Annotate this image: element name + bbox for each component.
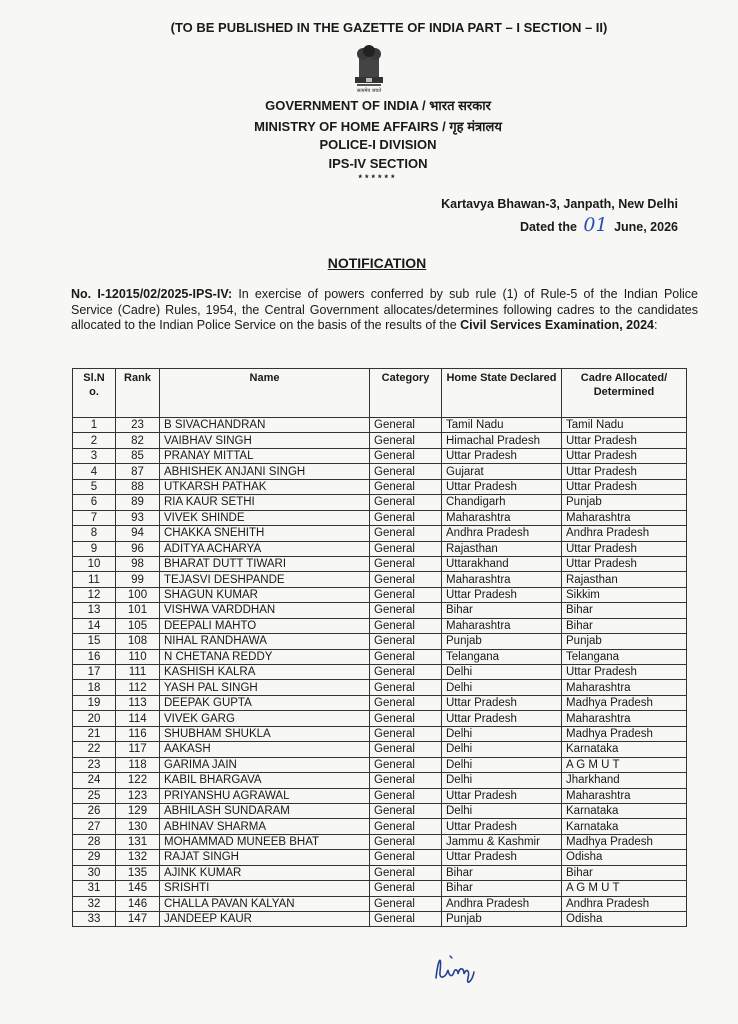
cell-name: ABHISHEK ANJANI SINGH <box>160 464 370 479</box>
cell-name: VISHWA VARDDHAN <box>160 603 370 618</box>
cell-category: General <box>370 572 442 587</box>
cell-name: DEEPAK GUPTA <box>160 695 370 710</box>
cell-home-state: Bihar <box>442 881 562 896</box>
cell-rank: 101 <box>116 603 160 618</box>
cell-cadre: Telangana <box>562 649 687 664</box>
cell-name: KASHISH KALRA <box>160 665 370 680</box>
cell-name: PRANAY MITTAL <box>160 448 370 463</box>
cell-serial-no: 22 <box>73 742 116 757</box>
handwritten-signature <box>428 948 482 988</box>
cell-cadre: Uttar Pradesh <box>562 556 687 571</box>
cell-cadre: Karnataka <box>562 819 687 834</box>
cell-rank: 105 <box>116 618 160 633</box>
cell-home-state: Uttar Pradesh <box>442 448 562 463</box>
table-row <box>73 587 687 602</box>
cell-home-state: Uttar Pradesh <box>442 819 562 834</box>
cell-category: General <box>370 881 442 896</box>
cell-category: General <box>370 726 442 741</box>
table-row <box>73 912 687 927</box>
cell-category: General <box>370 850 442 865</box>
table-row <box>73 881 687 896</box>
cell-serial-no: 17 <box>73 665 116 680</box>
cell-rank: 87 <box>116 464 160 479</box>
dated-prefix: Dated the <box>519 220 577 234</box>
cell-serial-no: 24 <box>73 773 116 788</box>
cell-cadre: Madhya Pradesh <box>562 726 687 741</box>
cell-home-state: Delhi <box>442 773 562 788</box>
cell-name: BHARAT DUTT TIWARI <box>160 556 370 571</box>
cell-home-state: Rajasthan <box>442 541 562 556</box>
cell-home-state: Jammu & Kashmir <box>442 834 562 849</box>
cell-serial-no: 30 <box>73 865 116 880</box>
table-row <box>73 649 687 664</box>
cell-rank: 114 <box>116 711 160 726</box>
cell-category: General <box>370 556 442 571</box>
cell-cadre: Uttar Pradesh <box>562 448 687 463</box>
table-row <box>73 865 687 880</box>
cell-name: ABHINAV SHARMA <box>160 819 370 834</box>
header-home-state: Home State Declared <box>442 369 562 418</box>
cell-cadre: Andhra Pradesh <box>562 896 687 911</box>
cell-home-state: Uttarakhand <box>442 556 562 571</box>
cell-rank: 112 <box>116 680 160 695</box>
cell-cadre: Maharashtra <box>562 711 687 726</box>
cell-home-state: Delhi <box>442 665 562 680</box>
cell-category: General <box>370 433 442 448</box>
table-row <box>73 572 687 587</box>
cell-category: General <box>370 526 442 541</box>
cell-name: YASH PAL SINGH <box>160 680 370 695</box>
cell-rank: 117 <box>116 742 160 757</box>
cell-category: General <box>370 773 442 788</box>
cell-home-state: Uttar Pradesh <box>442 587 562 602</box>
cell-name: RIA KAUR SETHI <box>160 495 370 510</box>
cell-name: CHAKKA SNEHITH <box>160 526 370 541</box>
cell-home-state: Delhi <box>442 680 562 695</box>
cell-name: SRISHTI <box>160 881 370 896</box>
cell-category: General <box>370 448 442 463</box>
table-row <box>73 695 687 710</box>
cell-name: TEJASVI DESHPANDE <box>160 572 370 587</box>
cell-name: KABIL BHARGAVA <box>160 773 370 788</box>
cell-cadre: A G M U T <box>562 757 687 772</box>
cell-category: General <box>370 665 442 680</box>
cell-home-state: Punjab <box>442 912 562 927</box>
table-row <box>73 618 687 633</box>
cell-rank: 98 <box>116 556 160 571</box>
cell-rank: 118 <box>116 757 160 772</box>
cell-home-state: Bihar <box>442 603 562 618</box>
table-row <box>73 896 687 911</box>
cell-home-state: Maharashtra <box>442 572 562 587</box>
table-row <box>73 541 687 556</box>
table-row <box>73 680 687 695</box>
cell-cadre: Rajasthan <box>562 572 687 587</box>
dated-line <box>520 214 678 236</box>
cell-home-state: Himachal Pradesh <box>442 433 562 448</box>
table-row <box>73 850 687 865</box>
cell-cadre: Maharashtra <box>562 788 687 803</box>
cell-category: General <box>370 603 442 618</box>
cell-rank: 94 <box>116 526 160 541</box>
cell-name: CHALLA PAVAN KALYAN <box>160 896 370 911</box>
cell-serial-no: 9 <box>73 541 116 556</box>
cell-rank: 89 <box>116 495 160 510</box>
cell-name: SHAGUN KUMAR <box>160 587 370 602</box>
cell-cadre: Jharkhand <box>562 773 687 788</box>
cell-serial-no: 15 <box>73 634 116 649</box>
notification-title: NOTIFICATION <box>327 255 427 271</box>
cell-cadre: Odisha <box>562 850 687 865</box>
cell-name: UTKARSH PATHAK <box>160 479 370 494</box>
cell-home-state: Bihar <box>442 865 562 880</box>
cell-category: General <box>370 865 442 880</box>
cell-rank: 135 <box>116 865 160 880</box>
header-rank: Rank <box>116 369 160 418</box>
cell-cadre: Bihar <box>562 618 687 633</box>
cell-cadre: Madhya Pradesh <box>562 695 687 710</box>
cell-category: General <box>370 757 442 772</box>
cell-serial-no: 32 <box>73 896 116 911</box>
cell-rank: 110 <box>116 649 160 664</box>
table-row <box>73 803 687 818</box>
heading-stars: ****** <box>358 173 398 183</box>
cell-serial-no: 11 <box>73 572 116 587</box>
government-heading: GOVERNMENT OF INDIA / भारत सरकार <box>265 98 491 113</box>
cell-name: PRIYANSHU AGRAWAL <box>160 788 370 803</box>
cell-serial-no: 19 <box>73 695 116 710</box>
cell-home-state: Uttar Pradesh <box>442 695 562 710</box>
cell-name: ADITYA ACHARYA <box>160 541 370 556</box>
gazette-publication-line: (TO BE PUBLISHED IN THE GAZETTE OF INDIA PART – I SECTION – II) <box>170 20 608 35</box>
cell-serial-no: 28 <box>73 834 116 849</box>
table-header-row <box>73 369 687 418</box>
table-row <box>73 773 687 788</box>
table-row <box>73 603 687 618</box>
cell-rank: 82 <box>116 433 160 448</box>
cell-category: General <box>370 495 442 510</box>
cell-category: General <box>370 464 442 479</box>
cell-cadre: A G M U T <box>562 881 687 896</box>
table-row <box>73 510 687 525</box>
cell-serial-no: 26 <box>73 803 116 818</box>
cell-rank: 147 <box>116 912 160 927</box>
cell-name: JANDEEP KAUR <box>160 912 370 927</box>
ministry-heading: MINISTRY OF HOME AFFAIRS / गृह मंत्रालय <box>254 119 502 134</box>
cadre-allocation-table <box>72 368 687 927</box>
cell-cadre: Maharashtra <box>562 680 687 695</box>
cell-name: N CHETANA REDDY <box>160 649 370 664</box>
cell-name: GARIMA JAIN <box>160 757 370 772</box>
cell-serial-no: 31 <box>73 881 116 896</box>
cell-category: General <box>370 711 442 726</box>
cell-serial-no: 21 <box>73 726 116 741</box>
cell-category: General <box>370 510 442 525</box>
cell-serial-no: 1 <box>73 418 116 433</box>
table-row <box>73 495 687 510</box>
cell-category: General <box>370 896 442 911</box>
cell-cadre: Punjab <box>562 634 687 649</box>
table-row <box>73 665 687 680</box>
cell-home-state: Andhra Pradesh <box>442 896 562 911</box>
cell-serial-no: 3 <box>73 448 116 463</box>
cell-cadre: Karnataka <box>562 742 687 757</box>
table-row <box>73 834 687 849</box>
cell-cadre: Uttar Pradesh <box>562 479 687 494</box>
cell-serial-no: 8 <box>73 526 116 541</box>
dated-day-handwritten: 01 <box>583 214 608 236</box>
cell-category: General <box>370 834 442 849</box>
cell-name: MOHAMMAD MUNEEB BHAT <box>160 834 370 849</box>
cell-category: General <box>370 649 442 664</box>
cell-rank: 85 <box>116 448 160 463</box>
table-row <box>73 819 687 834</box>
cell-serial-no: 25 <box>73 788 116 803</box>
header-cadre: Cadre Allocated/ Determined <box>562 369 687 418</box>
cell-home-state: Delhi <box>442 803 562 818</box>
cell-name: VIVEK SHINDE <box>160 510 370 525</box>
cell-home-state: Delhi <box>442 742 562 757</box>
cell-category: General <box>370 742 442 757</box>
table-row <box>73 711 687 726</box>
cell-name: B SIVACHANDRAN <box>160 418 370 433</box>
emblem-motto: सत्यमेव जयते <box>356 88 382 94</box>
cell-name: NIHAL RANDHAWA <box>160 634 370 649</box>
cell-rank: 130 <box>116 819 160 834</box>
cell-rank: 88 <box>116 479 160 494</box>
cell-serial-no: 27 <box>73 819 116 834</box>
cell-rank: 123 <box>116 788 160 803</box>
cell-category: General <box>370 418 442 433</box>
cell-category: General <box>370 803 442 818</box>
cell-home-state: Andhra Pradesh <box>442 526 562 541</box>
header-serial-no: Sl.N o. <box>73 369 116 418</box>
cell-cadre: Uttar Pradesh <box>562 433 687 448</box>
cell-home-state: Telangana <box>442 649 562 664</box>
cell-cadre: Madhya Pradesh <box>562 834 687 849</box>
table-row <box>73 742 687 757</box>
cell-serial-no: 2 <box>73 433 116 448</box>
cell-category: General <box>370 634 442 649</box>
cell-category: General <box>370 618 442 633</box>
cell-serial-no: 10 <box>73 556 116 571</box>
cell-rank: 145 <box>116 881 160 896</box>
cell-cadre: Uttar Pradesh <box>562 541 687 556</box>
cell-name: AAKASH <box>160 742 370 757</box>
cell-rank: 113 <box>116 695 160 710</box>
cell-serial-no: 33 <box>73 912 116 927</box>
table-row <box>73 433 687 448</box>
exam-name: Civil Services Examination, 2024 <box>460 318 654 332</box>
cell-home-state: Uttar Pradesh <box>442 788 562 803</box>
cell-serial-no: 13 <box>73 603 116 618</box>
cell-home-state: Uttar Pradesh <box>442 479 562 494</box>
cell-cadre: Odisha <box>562 912 687 927</box>
cell-rank: 132 <box>116 850 160 865</box>
table-row <box>73 479 687 494</box>
cell-cadre: Punjab <box>562 495 687 510</box>
cell-rank: 129 <box>116 803 160 818</box>
cell-home-state: Tamil Nadu <box>442 418 562 433</box>
cell-home-state: Gujarat <box>442 464 562 479</box>
cell-rank: 116 <box>116 726 160 741</box>
cell-rank: 99 <box>116 572 160 587</box>
table-row <box>73 448 687 463</box>
cell-category: General <box>370 479 442 494</box>
cell-cadre: Uttar Pradesh <box>562 464 687 479</box>
cell-rank: 23 <box>116 418 160 433</box>
cell-rank: 93 <box>116 510 160 525</box>
table-row <box>73 418 687 433</box>
cell-name: AJINK KUMAR <box>160 865 370 880</box>
cell-rank: 111 <box>116 665 160 680</box>
cell-cadre: Maharashtra <box>562 510 687 525</box>
cell-category: General <box>370 680 442 695</box>
cell-home-state: Delhi <box>442 757 562 772</box>
national-emblem-icon <box>351 44 387 92</box>
cell-rank: 96 <box>116 541 160 556</box>
cell-category: General <box>370 912 442 927</box>
cell-serial-no: 4 <box>73 464 116 479</box>
cell-serial-no: 14 <box>73 618 116 633</box>
table-row <box>73 634 687 649</box>
table-row <box>73 556 687 571</box>
cell-cadre: Tamil Nadu <box>562 418 687 433</box>
notification-paragraph <box>71 287 698 334</box>
table-row <box>73 788 687 803</box>
cell-category: General <box>370 788 442 803</box>
cell-name: DEEPALI MAHTO <box>160 618 370 633</box>
dated-suffix: June, 2026 <box>614 220 678 234</box>
cell-home-state: Maharashtra <box>442 510 562 525</box>
cell-serial-no: 29 <box>73 850 116 865</box>
table-row <box>73 757 687 772</box>
office-address: Kartavya Bhawan-3, Janpath, New Delhi <box>441 197 678 211</box>
cell-cadre: Bihar <box>562 865 687 880</box>
cell-category: General <box>370 695 442 710</box>
cell-rank: 122 <box>116 773 160 788</box>
table-body <box>73 418 687 927</box>
paragraph-tail: : <box>653 318 658 332</box>
cell-rank: 146 <box>116 896 160 911</box>
cell-name: VAIBHAV SINGH <box>160 433 370 448</box>
cell-cadre: Karnataka <box>562 803 687 818</box>
cell-serial-no: 7 <box>73 510 116 525</box>
cell-serial-no: 20 <box>73 711 116 726</box>
division-heading: POLICE-I DIVISION <box>319 137 437 152</box>
cell-home-state: Maharashtra <box>442 618 562 633</box>
cell-category: General <box>370 819 442 834</box>
cell-name: VIVEK GARG <box>160 711 370 726</box>
cell-home-state: Punjab <box>442 634 562 649</box>
cell-home-state: Uttar Pradesh <box>442 850 562 865</box>
cell-cadre: Uttar Pradesh <box>562 665 687 680</box>
section-heading: IPS-IV SECTION <box>328 156 428 171</box>
table-row <box>73 464 687 479</box>
cell-home-state: Chandigarh <box>442 495 562 510</box>
cell-cadre: Sikkim <box>562 587 687 602</box>
cell-category: General <box>370 541 442 556</box>
table-row <box>73 726 687 741</box>
cell-rank: 108 <box>116 634 160 649</box>
notification-number: No. I-12015/02/2025-IPS-IV: <box>71 287 233 301</box>
cell-rank: 100 <box>116 587 160 602</box>
cell-serial-no: 23 <box>73 757 116 772</box>
cell-serial-no: 18 <box>73 680 116 695</box>
cell-cadre: Andhra Pradesh <box>562 526 687 541</box>
cell-category: General <box>370 587 442 602</box>
cell-home-state: Uttar Pradesh <box>442 711 562 726</box>
cell-serial-no: 12 <box>73 587 116 602</box>
notification-body: In exercise of powers conferred by sub rule (1) of Rule-5 of the Indian Police Service (Cadre) Rules, 1954, the Central Government allocates/determines following cadres to the candidates allocated to the Indian Police Service on the basis of the results of the <box>71 287 698 332</box>
cell-serial-no: 5 <box>73 479 116 494</box>
cell-serial-no: 16 <box>73 649 116 664</box>
cell-name: RAJAT SINGH <box>160 850 370 865</box>
table-row <box>73 526 687 541</box>
cell-home-state: Delhi <box>442 726 562 741</box>
cell-name: SHUBHAM SHUKLA <box>160 726 370 741</box>
cell-name: ABHILASH SUNDARAM <box>160 803 370 818</box>
cell-rank: 131 <box>116 834 160 849</box>
cell-cadre: Bihar <box>562 603 687 618</box>
header-category: Category <box>370 369 442 418</box>
header-name: Name <box>160 369 370 418</box>
cell-serial-no: 6 <box>73 495 116 510</box>
